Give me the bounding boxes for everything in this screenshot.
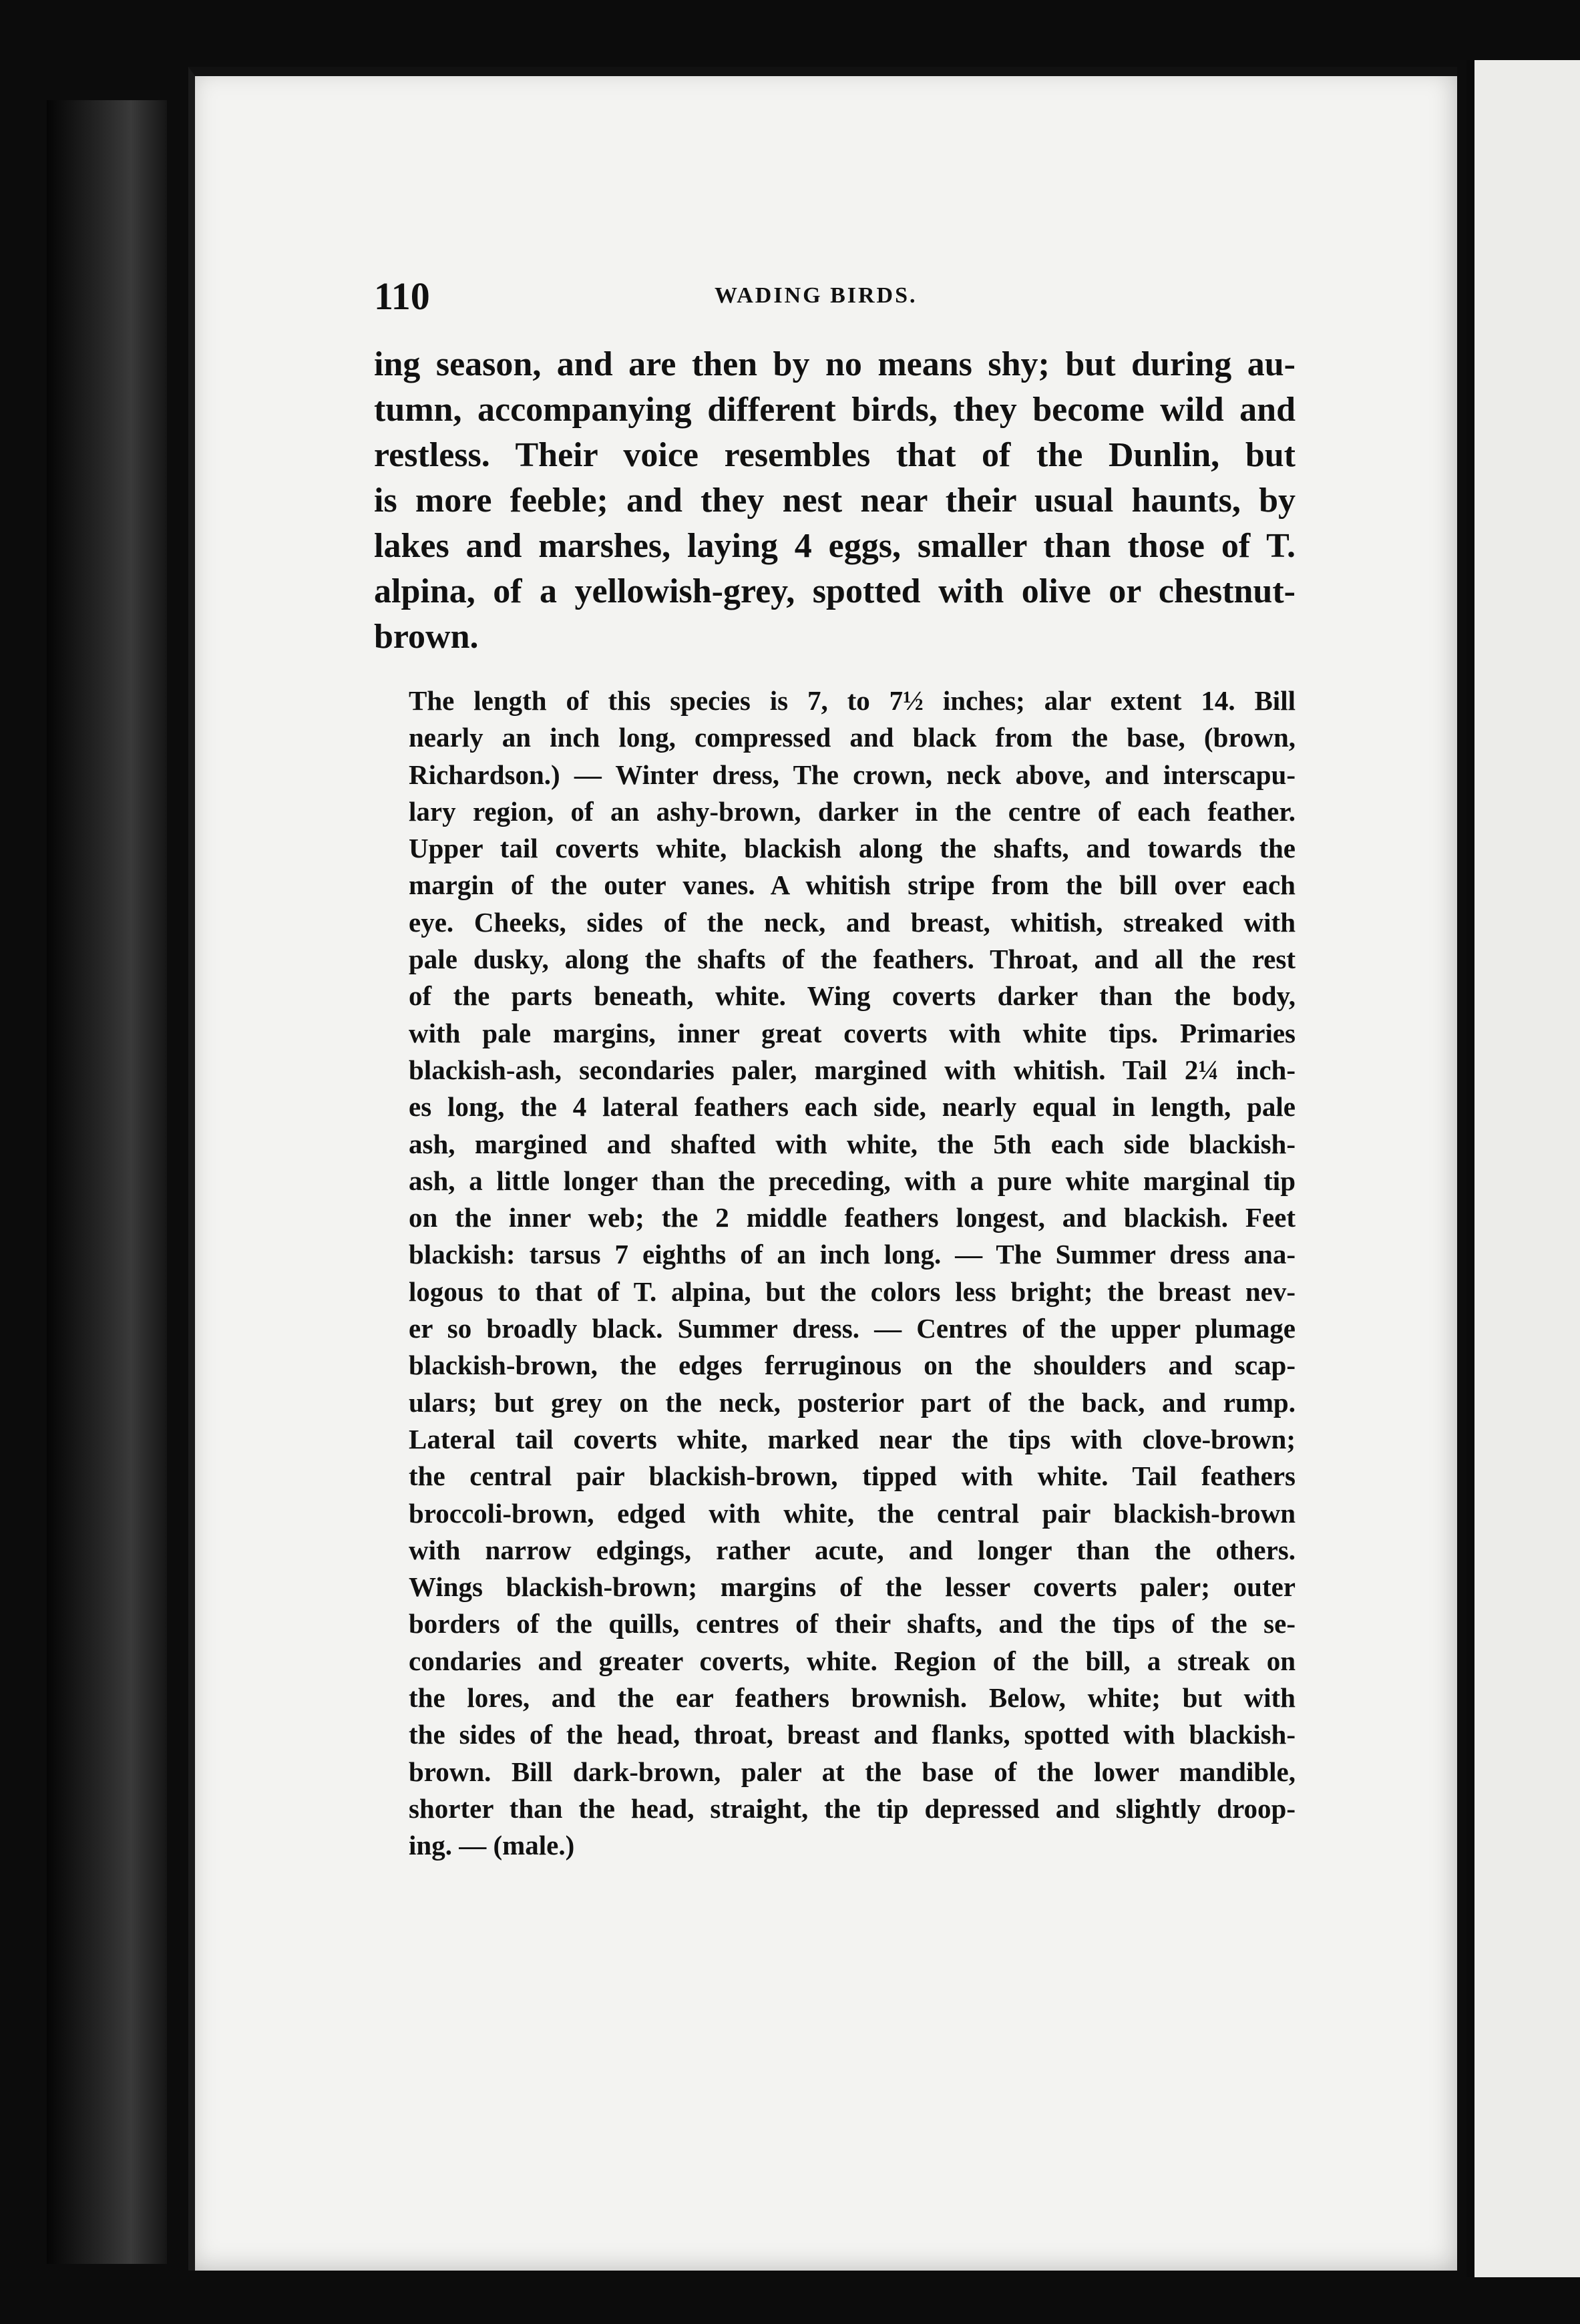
text-line: ash, a little longer than the preceding, with a pure white marginal tip — [409, 1165, 1296, 1196]
text-line: blackish-brown, the edges ferruginous on the shoulders and scap- — [409, 1350, 1296, 1381]
text-line: ulars; but grey on the neck, posterior part of the back, and rump. — [409, 1386, 1296, 1418]
text-line: shorter than the head, straight, the tip depressed and slightly droop- — [409, 1792, 1296, 1824]
text-line: ing season, and are then by no means shy; but during au- — [374, 345, 1296, 383]
paragraph-habits — [374, 342, 1296, 660]
text-line: Richardson.) — Winter dress, The crown, neck above, and interscapu- — [409, 759, 1296, 790]
text-line: ash, margined and shafted with white, the 5th each side blackish- — [409, 1128, 1296, 1159]
text-line: brown. — [374, 618, 479, 656]
text-line: blackish-ash, secondaries paler, margined with whitish. Tail 2¼ inch- — [409, 1054, 1296, 1085]
text-line: blackish: tarsus 7 eighths of an inch long. — The Summer dress ana- — [409, 1239, 1296, 1270]
text-line: lakes and marshes, laying 4 eggs, smaller than those of T. — [374, 527, 1296, 565]
facing-page-edge — [1466, 60, 1580, 2277]
text-line: restless. Their voice resembles that of the Dunlin, but — [374, 436, 1296, 474]
page-number: 110 — [374, 274, 430, 318]
text-line: the central pair blackish-brown, tipped with white. Tail feathers — [409, 1461, 1296, 1492]
text-line: on the inner web; the 2 middle feathers longest, and blackish. Feet — [409, 1202, 1296, 1233]
text-line: alpina, of a yellowish-grey, spotted with olive or chestnut- — [374, 572, 1296, 610]
text-line: margin of the outer vanes. A whitish stripe from the bill over each — [409, 869, 1296, 901]
text-line: Lateral tail coverts white, marked near the tips with clove-brown; — [409, 1423, 1296, 1455]
text-line: ing. — (male.) — [409, 1830, 575, 1861]
book-spine-edge — [47, 100, 167, 2264]
text-line: nearly an inch long, compressed and black from the base, (brown, — [409, 722, 1296, 753]
text-line: of the parts beneath, white. Wing coverts darker than the body, — [409, 980, 1296, 1012]
text-line: logous to that of T. alpina, but the colors less bright; the breast nev- — [409, 1276, 1296, 1307]
text-line: is more feeble; and they nest near their usual haunts, by — [374, 481, 1296, 520]
text-line: brown. Bill dark-brown, paler at the base of the lower mandible, — [409, 1756, 1296, 1787]
text-line: Wings blackish-brown; margins of the lesser coverts paler; outer — [409, 1571, 1296, 1603]
page-header — [374, 274, 1309, 327]
text-line: the sides of the head, throat, breast and flanks, spotted with blackish- — [409, 1719, 1296, 1750]
running-head: WADING BIRDS. — [715, 283, 918, 308]
text-line: condaries and greater coverts, white. Region of the bill, a streak on — [409, 1645, 1296, 1676]
text-line: The length of this species is 7, to 7½ inches; alar extent 14. Bill — [409, 685, 1296, 716]
text-line: es long, the 4 lateral feathers each side, nearly equal in length, pale — [409, 1091, 1296, 1123]
text-line: eye. Cheeks, sides of the neck, and breast, whitish, streaked with — [409, 906, 1296, 938]
text-line: with narrow edgings, rather acute, and longer than the others. — [409, 1534, 1296, 1565]
text-line: Upper tail coverts white, blackish along the shafts, and towards the — [409, 833, 1296, 864]
text-line: with pale margins, inner great coverts with white tips. Primaries — [409, 1017, 1296, 1048]
text-line: tumn, accompanying different birds, they become wild and — [374, 391, 1296, 429]
text-line: pale dusky, along the shafts of the feathers. Throat, and all the rest — [409, 944, 1296, 975]
text-line: lary region, of an ashy-brown, darker in the centre of each feather. — [409, 795, 1296, 827]
text-line: broccoli-brown, edged with white, the central pair blackish-brown — [409, 1497, 1296, 1529]
paragraph-description — [374, 683, 1296, 1865]
text-line: er so broadly black. Summer dress. — Centres of the upper plumage — [409, 1313, 1296, 1344]
text-line: the lores, and the ear feathers brownish. Below, white; but with — [409, 1682, 1296, 1714]
text-line: borders of the quills, centres of their shafts, and the tips of the se- — [409, 1608, 1296, 1639]
